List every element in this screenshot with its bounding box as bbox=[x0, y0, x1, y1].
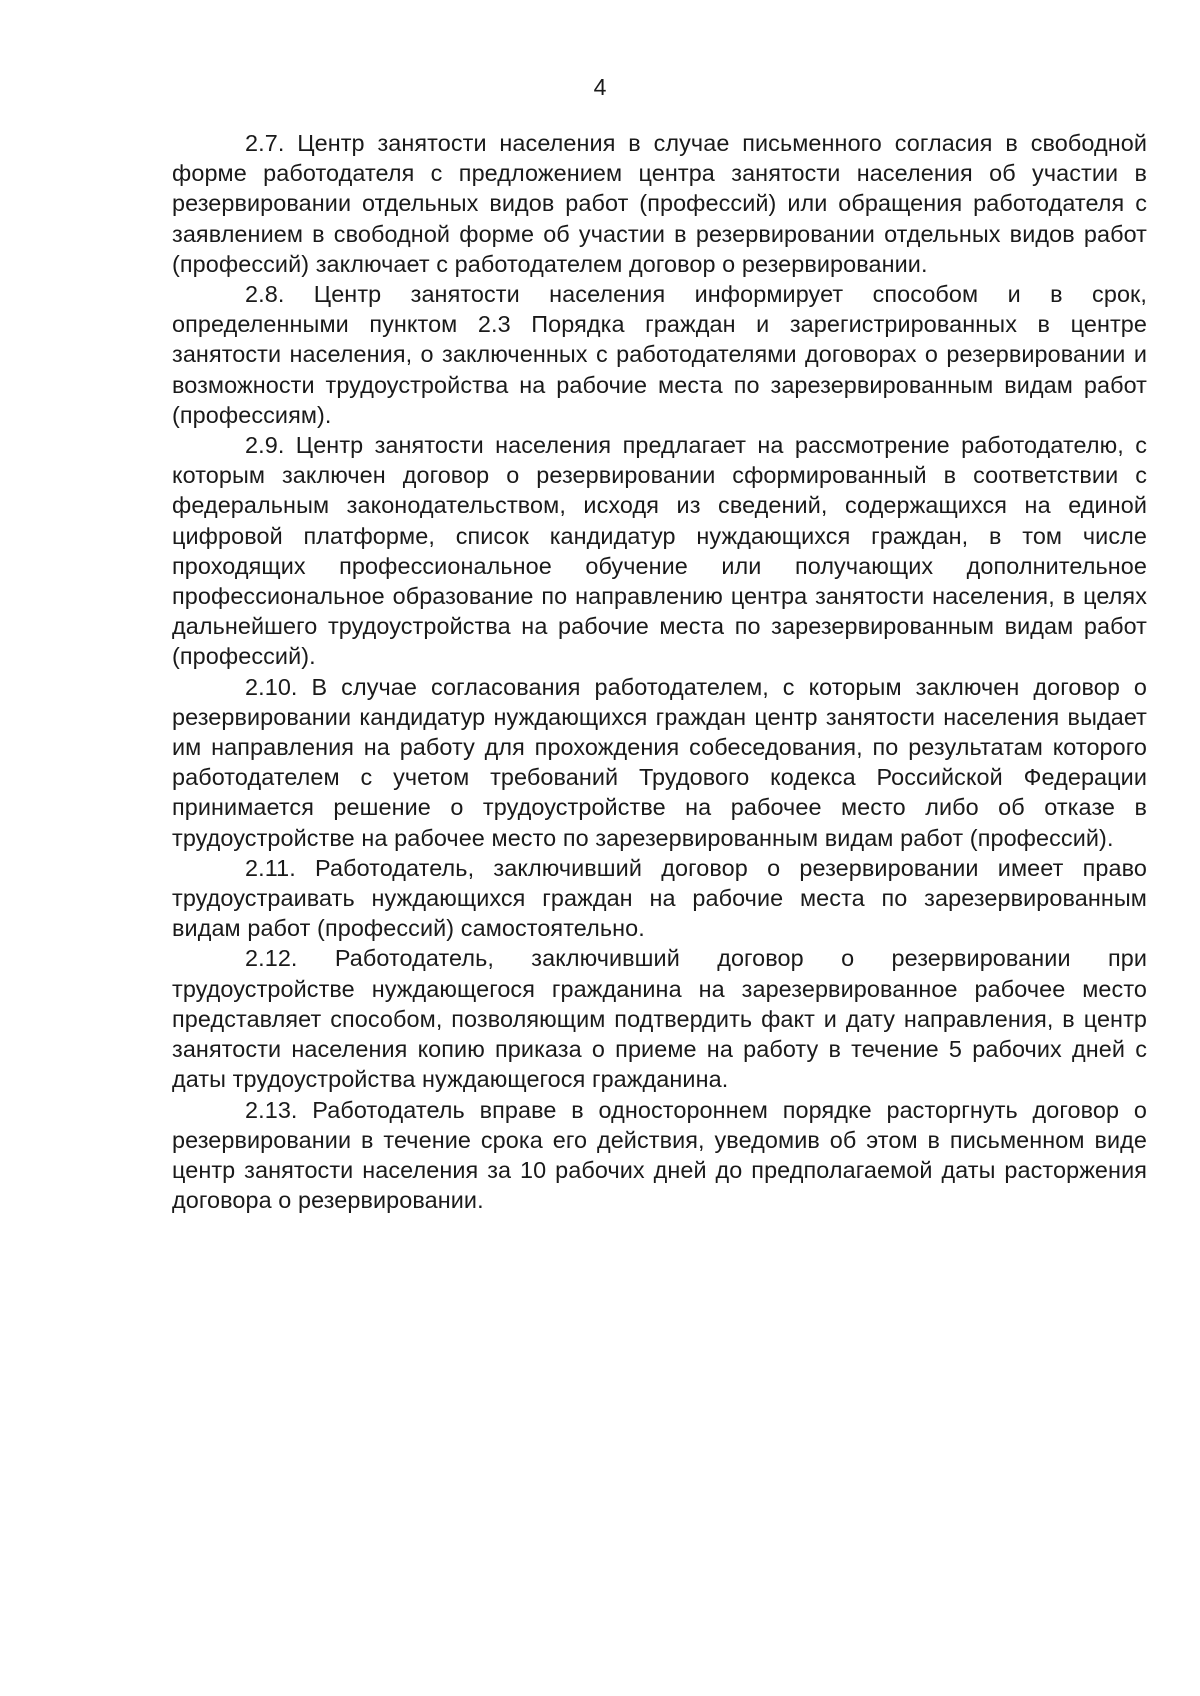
paragraph-2-12: 2.12. Работодатель, заключивший договор о резервировании при трудоустройстве нуждающегося гражданина на зарезервированное рабочее место представляет способом, позволяющим подтвердить факт и дату направления, в центр занятости населения копию приказа о приеме на работу в течение 5 рабочих дней с даты трудоустройства нуждающегося гражданина. bbox=[172, 945, 1147, 1093]
paragraph-2-9: 2.9. Центр занятости населения предлагает на рассмотрение работодателю, с которым заключен договор о резервировании сформированный в соответствии с федеральным законодательством, исходя из сведений, содержащихся на единой цифровой платформе, список кандидатур нуждающихся граждан, в том числе проходящих профессиональное обучение или получающих дополнительное профессиональное образование по направлению центра занятости населения, в целях дальнейшего трудоустройства на рабочие места по зарезервированным видам работ (профессий). bbox=[172, 432, 1147, 670]
paragraph-2-11: 2.11. Работодатель, заключивший договор о резервировании имеет право трудоустраивать нуждающихся граждан на рабочие места по зарезервированным видам работ (профессий) самостоятельно. bbox=[172, 854, 1147, 942]
document-body bbox=[172, 128, 1147, 1215]
paragraph-2-10: 2.10. В случае согласования работодателем, с которым заключен договор о резервировании кандидатур нуждающихся граждан центр занятости населения выдает им направления на работу для прохождения собеседования, по результатам которого работодателем с учетом требований Трудового кодекса Российской Федерации принимается решение о трудоустройстве на рабочее место либо об отказе в трудоустройстве на рабочее место по зарезервированным видам работ (профессий). bbox=[172, 673, 1147, 851]
page-number: 4 bbox=[593, 74, 607, 100]
paragraph-2-7: 2.7. Центр занятости населения в случае письменного согласия в свободной форме работодателя с предложением центра занятости населения об участии в резервировании отдельных видов работ (профессий) или обращения работодателя с заявлением в свободной форме об участии в резервировании отдельных видов работ (профессий) заключает с работодателем договор о резервировании. bbox=[172, 130, 1147, 277]
paragraph-2-13: 2.13. Работодатель вправе в одностороннем порядке расторгнуть договор о резервировании в течение срока его действия, уведомив об этом в письменном виде центр занятости населения за 10 рабочих дней до предполагаемой даты расторжения договора о резервировании. bbox=[172, 1096, 1147, 1214]
paragraph-2-8: 2.8. Центр занятости населения информирует способом и в срок, определенными пунктом 2.3 Порядка граждан и зарегистрированных в центре занятости населения, о заключенных с работодателями договорах о резервировании и возможности трудоустройства на рабочие места по зарезервированным видам работ (профессиям). bbox=[172, 281, 1147, 428]
